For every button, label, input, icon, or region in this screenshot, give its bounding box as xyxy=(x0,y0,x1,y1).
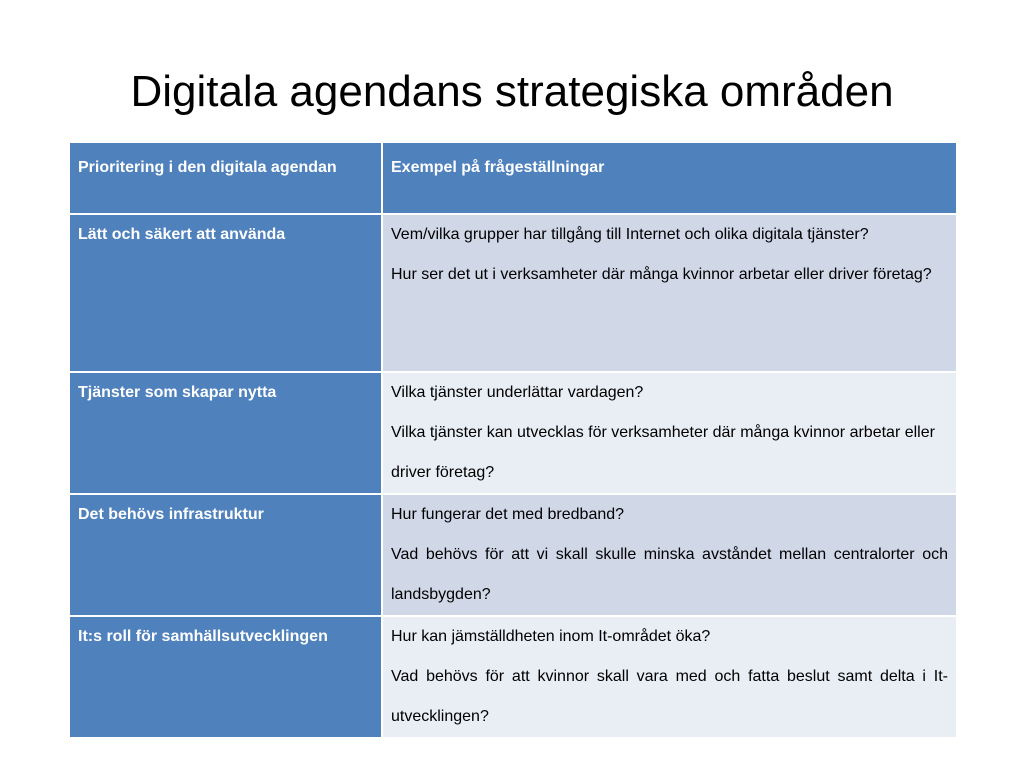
question-text: Hur ser det ut i verksamheter där många kvinnor arbetar eller driver företag? xyxy=(391,266,932,283)
question-text: Hur kan jämställdheten inom It-området öka? xyxy=(391,628,711,645)
table-row xyxy=(69,214,957,372)
priority-cell: It:s roll för samhällsutvecklingen xyxy=(69,616,382,738)
question-text: Vilka tjänster underlättar vardagen? xyxy=(391,384,644,401)
question-text: Hur fungerar det med bredband? xyxy=(391,506,625,523)
questions-cell xyxy=(382,372,957,494)
table-row xyxy=(69,372,957,494)
question-text: Vad behövs för att kvinnor skall vara med och fatta beslut samt delta i It-utvecklingen? xyxy=(391,668,948,725)
priority-cell: Lätt och säkert att använda xyxy=(69,214,382,372)
table-header-row xyxy=(69,142,957,214)
column-header-examples: Exempel på frågeställningar xyxy=(382,142,957,214)
agenda-table-container xyxy=(68,141,956,739)
questions-cell xyxy=(382,494,957,616)
column-header-priority: Prioritering i den digitala agendan xyxy=(69,142,382,214)
priority-cell: Tjänster som skapar nytta xyxy=(69,372,382,494)
question-text: Vem/vilka grupper har tillgång till Internet och olika digitala tjänster? xyxy=(391,226,869,243)
table-row xyxy=(69,494,957,616)
priority-cell: Det behövs infrastruktur xyxy=(69,494,382,616)
question-text: Vilka tjänster kan utvecklas för verksamheter där många kvinnor arbetar eller driver företag? xyxy=(391,424,935,481)
questions-cell xyxy=(382,616,957,738)
question-text: Vad behövs för att vi skall skulle minska avståndet mellan centralorter och landsbygden? xyxy=(391,546,948,603)
questions-cell xyxy=(382,214,957,372)
agenda-table xyxy=(68,141,958,739)
table-row xyxy=(69,616,957,738)
slide-title: Digitala agendans strategiska områden xyxy=(130,67,894,116)
